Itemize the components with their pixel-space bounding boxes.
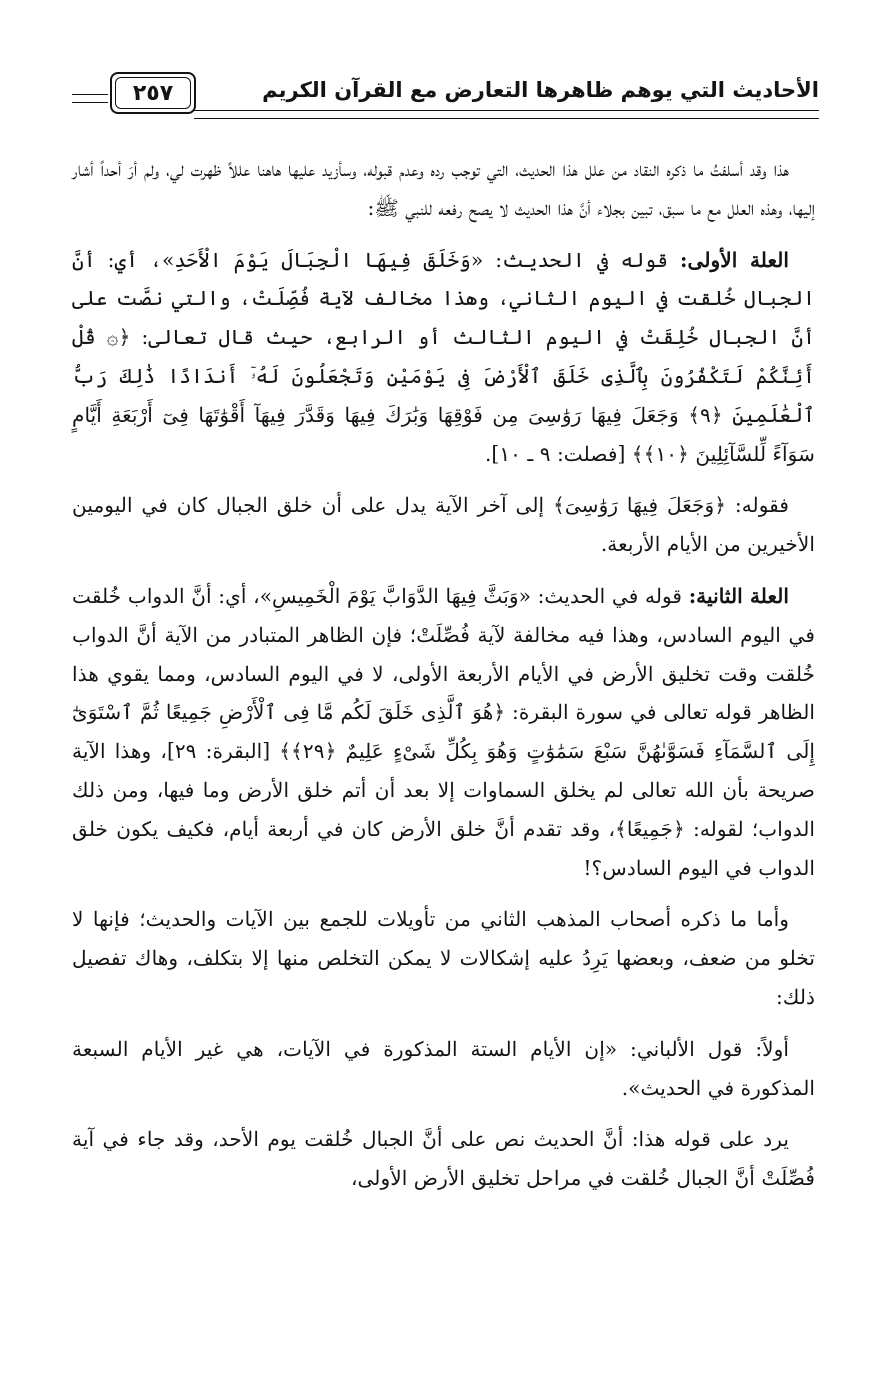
paragraph xyxy=(72,241,815,474)
paragraph xyxy=(72,1120,815,1198)
paragraph xyxy=(72,1030,815,1108)
paragraph xyxy=(72,150,815,228)
paragraph xyxy=(72,900,815,1016)
page-header xyxy=(72,72,819,128)
page-body xyxy=(72,150,815,1211)
page-number-frame xyxy=(110,72,196,114)
paragraph xyxy=(72,577,815,887)
paragraph-text: قوله في الحديث: «وَبَثَّ فِيهَا الدَّوَابَّ يَوْمَ الْخَمِيسِ»، أي: أنَّ الدواب خُلقت في اليوم السادس، وهذا فيه مخالفة لآية فُصِّلَتْ؛ فإن الظاهر المتبادر من الآية أنَّ الدواب خُلقت وقت تخليق الأرض في الأيام الأربعة الأولى، لا في اليوم السادس، ومما يقوي هذا الظاهر قوله تعالى في سورة البقرة: ﴿هُوَ ٱلَّذِى خَلَقَ لَكُم مَّا فِى ٱلْأَرْضِ جَمِيعًا ثُمَّ ٱسْتَوَىٰٓ إِلَى ٱلسَّمَآءِ فَسَوَّىٰهُنَّ سَبْعَ سَمَٰوَٰتٍ وَهُوَ بِكُلِّ شَىْءٍ عَلِيمٌ ﴿٢٩﴾﴾ [البقرة: ٢٩]، وهذا الآية صريحة بأن الله تعالى لم يخلق السماوات إلا بعد أن أتم خلق الأرض وما فيها، ومن ذلك الدواب؛ لقوله: ﴿جَمِيعًا﴾، وقد تقدم أنَّ خلق الأرض كان في أربعة أيام، فكيف يكون خلق الدواب في اليوم السادس؟! xyxy=(72,583,816,880)
section-lead: العلة الأولى: xyxy=(680,247,789,272)
paragraph-text: قوله في الحديث: «وَخَلَقَ فِيهَا الْجِبَالَ يَوْمَ الْأَحَدِ»، أي: أنَّ الجبال خُلقت في اليوم الثاني، وهذا مخالف لآية فُصِّلَتْ، والتي نصَّت على أنَّ الجبال خُلِقَتْ في اليوم الثالث أو الرابع، حيث قال تعالى: ﴿۞ قُلْ أَئِنَّكُمْ لَتَكْفُرُونَ بِٱلَّذِى خَلَقَ ٱلْأَرْضَ فِى يَوْمَيْنِ وَتَجْعَلُونَ لَهُۥٓ أَندَادًا ذَٰلِكَ رَبُّ ٱلْعَٰلَمِينَ ﴿٩﴾ وَجَعَلَ فِيهَا رَوَٰسِىَ مِن فَوْقِهَا وَبَٰرَكَ فِيهَا وَقَدَّرَ فِيهَآ أَقْوَٰتَهَا فِىٓ أَرْبَعَةِ أَيَّامٍ سَوَآءً لِّلسَّآئِلِينَ ﴿١٠﴾﴾ [فصلت: ٩ ـ ١٠]. xyxy=(72,247,815,466)
paragraph-text: وأما ما ذكره أصحاب المذهب الثاني من تأويلات للجمع بين الآيات والحديث؛ فإنها لا تخلو من ضعف، وبعضها يَرِدُ عليه إشكالات لا يمكن التخلص منها إلا بتكلف، وهاك تفصيل ذلك: xyxy=(72,907,815,1009)
running-title: الأحاديث التي يوهم ظاهرها التعارض مع القرآن الكريم xyxy=(262,78,819,102)
paragraph-text: هذا وقد أسلفتُ ما ذكره النقاد من علل هذا الحديث، التي توجب رده وعدم قبوله، وسأزيد عليها هاهنا عللاً ظهرت لي، ولم أرَ أحداً أشار إليها، وهذه العلل مع ما سبق، تبين بجلاء أنَّ هذا الحديث لا يصح رفعه للنبي ﷺ: xyxy=(72,157,815,220)
paragraph-text: يرد على قوله هذا: أنَّ الحديث نص على أنَّ الجبال خُلقت يوم الأحد، وقد جاء في آية فُصِّلَتْ أنَّ الجبال خُلقت في مراحل تخليق الأرض الأولى، xyxy=(72,1127,815,1191)
header-rule-left xyxy=(72,94,108,103)
paragraph-text: فقوله: ﴿وَجَعَلَ فِيهَا رَوَٰسِىَ﴾ إلى آخر الآية يدل على أن خلق الجبال كان في اليومين الأخيرين من الأيام الأربعة. xyxy=(72,493,815,557)
paragraph-text: أولاً: قول الألباني: «إن الأيام الستة المذكورة في الآيات، هي غير الأيام السبعة المذكورة في الحديث». xyxy=(72,1036,815,1100)
section-lead: العلة الثانية: xyxy=(688,583,789,608)
page-number: ٢٥٧ xyxy=(115,77,191,109)
header-rule-right xyxy=(194,110,819,119)
paragraph xyxy=(72,486,815,564)
